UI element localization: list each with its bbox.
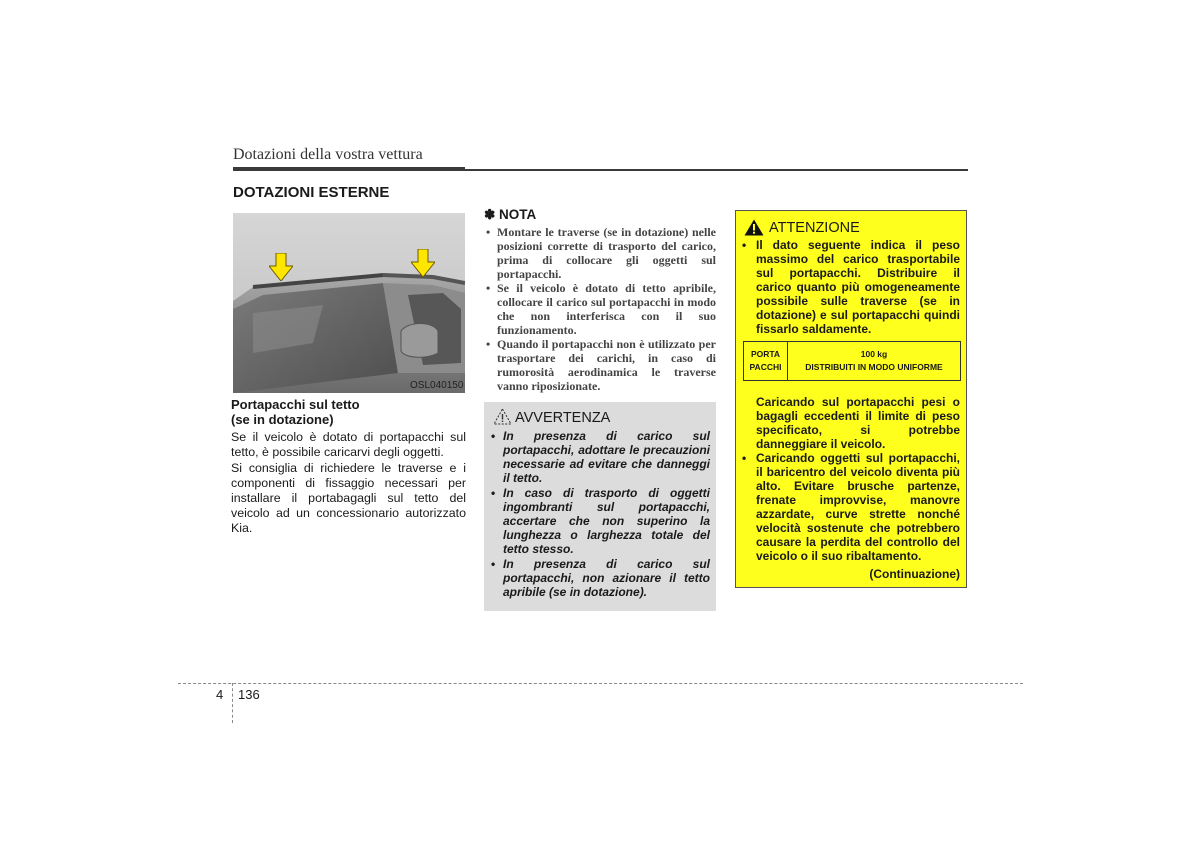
chapter-number: 4 [216, 687, 224, 702]
header-rule-thin [465, 169, 968, 171]
roof-rack-paragraph-2: Si consiglia di richiedere le traverse e i componenti di fissaggio necessari per installare il portabagagli sul tetto del veicolo ad un concessionario autorizzato Kia. [231, 461, 466, 535]
page-number: 136 [238, 687, 260, 702]
avvertenza-title: AVVERTENZA [515, 410, 611, 426]
nota-title: ✽ NOTA [484, 207, 537, 222]
continuation-note: (Continuazione) [869, 567, 960, 581]
nota-item: • Se il veicolo è dotato di tetto apribile, collocare il carico sul portapacchi in modo che non interferisca con il suo funzionamento. [484, 281, 716, 337]
photo-code: OSL040150 [410, 380, 464, 391]
attenzione-item: • Il dato seguente indica il peso massimo del carico trasportabile sul portapacchi. Distribuire il carico quanto più omogeneamente possibile sulle traverse (se in dotazione) e sul portapacchi quindi fissarlo saldamente. [741, 238, 960, 336]
avvertenza-item: • In caso di trasporto di oggetti ingombranti sul portapacchi, accertare che non superino la lunghezza o larghezza totale del tetto stesso. [491, 486, 710, 556]
section-title: Dotazioni della vostra vettura [233, 146, 423, 163]
roof-rack-photo [233, 213, 465, 393]
attenzione-list [741, 238, 960, 336]
load-table-label [744, 342, 788, 380]
avvertenza-list [491, 429, 710, 600]
load-table-value-line: 100 kg [860, 349, 888, 359]
load-table-label-line: PORTA [750, 349, 781, 359]
load-table-value [788, 342, 960, 386]
load-table-label-line: PACCHI [749, 362, 782, 372]
nota-item: • Montare le traverse (se in dotazione) nelle posizioni corrette di trasporto del carico, prima di collocare gli oggetti sul portapacchi. [484, 225, 716, 281]
load-capacity-table [743, 341, 961, 381]
avvertenza-item: • In presenza di carico sul portapacchi, non azionare il tetto apribile (se in dotazione). [491, 557, 710, 599]
title-line-2: (se in dotazione) [231, 412, 334, 427]
chapter-heading: DOTAZIONI ESTERNE [233, 184, 390, 201]
arrow-down-icon [269, 253, 293, 281]
footer-divider [232, 683, 233, 723]
roof-rack-title [231, 397, 466, 427]
avvertenza-item: • In presenza di carico sul portapacchi, adottare le precauzioni necessarie ad evitare che danneggi il tetto. [491, 429, 710, 485]
arrow-down-icon [411, 249, 435, 277]
nota-list [484, 225, 716, 393]
roof-rack-paragraph-1: Se il veicolo è dotato di portapacchi sul tetto, è possibile caricarvi degli oggetti. [231, 430, 466, 459]
title-line-1: Portapacchi sul tetto [231, 397, 360, 412]
attenzione-list-continued [741, 395, 960, 563]
attenzione-title: ATTENZIONE [769, 220, 860, 236]
load-table-value-line: DISTRIBUITI IN MODO UNIFORME [805, 362, 943, 372]
header-rule-thick [233, 167, 465, 171]
nota-item: • Quando il portapacchi non è utilizzato per trasportare dei carichi, in caso di rumorosità aerodinamica le traverse vanno riposizionate. [484, 337, 716, 393]
footer-rule [178, 683, 1023, 684]
attenzione-item: • Caricando oggetti sul portapacchi, il baricentro del veicolo diventa più alto. Evitare brusche partenze, frenate improvvise, manovre azzardate, curve strette nonché velocità sostenute che potrebbero causare la perdita del controllo del veicolo o il suo ribaltamento. [741, 451, 960, 563]
warning-triangle-icon [744, 219, 764, 236]
attenzione-item-continued: Caricando sul portapacchi pesi o bagagli eccedenti il limite di peso specificato, si potrebbe danneggiare il veicolo. [756, 395, 960, 451]
caution-triangle-icon [493, 408, 512, 425]
